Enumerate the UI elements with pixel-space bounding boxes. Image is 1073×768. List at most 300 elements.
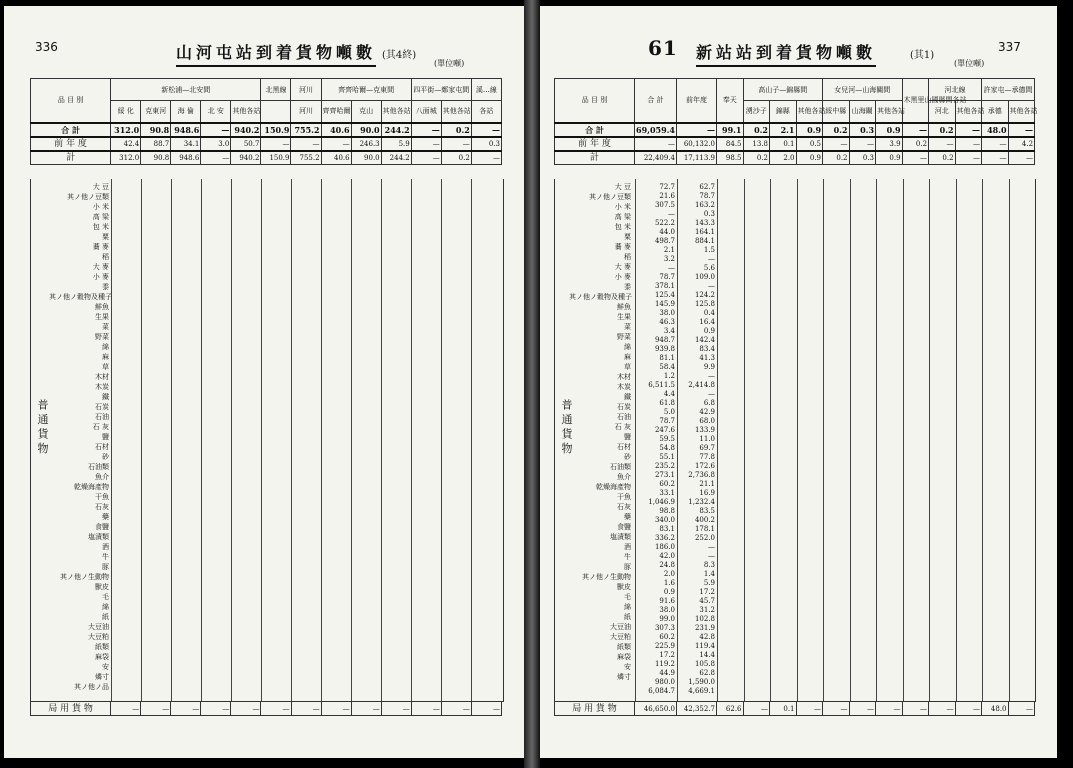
col-header: 八面城 (411, 101, 441, 123)
column-rule (411, 179, 412, 701)
table-cell: 46.3 (659, 318, 675, 326)
table-cell: 225.9 (654, 642, 675, 650)
col-header: 奉天 (717, 79, 744, 123)
table-cell: 143.3 (694, 219, 715, 227)
table-cell: 980.0 (654, 678, 675, 686)
list-item: 大 麥 (92, 263, 109, 271)
table-cell: 78.7 (659, 273, 675, 281)
list-item: 獸皮 (617, 583, 631, 591)
table-cell: 21.6 (659, 192, 675, 200)
list-item: 紙類 (617, 643, 631, 651)
column-rule (141, 179, 142, 701)
list-item: 安 (624, 663, 631, 671)
right-footer-row: 局 用 貨 物 46,650.0 42,352.7 62.6 — 0.1 — — — — — — — 48.0 — (554, 701, 1035, 716)
group-header: 女兒河—山海關間 (823, 79, 903, 101)
table-cell: 186.0 (654, 543, 675, 551)
col-header: 承德 (982, 101, 1009, 123)
column-rule (850, 179, 851, 701)
list-item: 木炭 (95, 383, 109, 391)
list-item: 紙 (624, 613, 631, 621)
table-cell: 1,046.9 (648, 498, 675, 506)
table-cell: 3.4 (663, 327, 675, 335)
list-item: 粟 (624, 233, 631, 241)
list-item: 木材 (95, 373, 109, 381)
table-cell: 105.8 (694, 660, 715, 668)
list-item: 牛 (102, 553, 109, 561)
table-cell: 61.8 (659, 399, 675, 407)
list-item: 燐寸 (95, 673, 109, 681)
col-header: 其他各站 (955, 101, 982, 123)
table-cell: 1.6 (663, 579, 675, 587)
list-item: 其ノ他ノ豆類 (67, 193, 109, 201)
table-cell: 273.1 (654, 471, 675, 479)
table-cell: — (708, 255, 715, 263)
table-cell: 38.0 (659, 606, 675, 614)
column-rule (982, 179, 983, 701)
table-cell: 83.4 (699, 345, 715, 353)
list-item: 石炭 (95, 403, 109, 411)
table-cell: — (708, 552, 715, 560)
list-item: 石油 (95, 413, 109, 421)
list-item: 鮮魚 (617, 303, 631, 311)
table-cell: 24.8 (659, 561, 675, 569)
table-cell: 252.0 (694, 534, 715, 542)
table-cell: 247.6 (654, 426, 675, 434)
table-cell: 21.1 (699, 480, 715, 488)
table-cell: 16.4 (699, 318, 715, 326)
list-item: 稻 (624, 253, 631, 261)
left-page-number: 336 (35, 40, 58, 54)
list-item: 石油 (617, 413, 631, 421)
list-item: 其ノ他ノ生動物 (60, 573, 109, 581)
table-row-prev-year: 前 年 度 42.4 88.7 34.1 3.0 50.7 — — — 246.3 5.9 — — 0.3 (31, 137, 502, 151)
list-item: 野菜 (95, 333, 109, 341)
table-cell: 133.9 (694, 426, 715, 434)
left-side-label: 普 通 貨 物 (36, 398, 49, 454)
col-header: 各站 (471, 101, 501, 123)
list-item: 藥 (102, 513, 109, 521)
list-item: 綿 (624, 343, 631, 351)
table-cell: 124.2 (694, 291, 715, 299)
list-item: 野菜 (617, 333, 631, 341)
table-cell: 62.8 (699, 669, 715, 677)
list-item: 黍 (624, 283, 631, 291)
list-item: 包 米 (92, 223, 109, 231)
table-cell: 307.3 (654, 624, 675, 632)
list-item: 其ノ他ノ生動物 (582, 573, 631, 581)
table-cell: 6,084.7 (648, 687, 675, 695)
list-item: 豚 (624, 563, 631, 571)
list-item: 塩漬類 (88, 533, 109, 541)
group-header: 木黑里山國縣間各站 (902, 79, 929, 123)
column-rule (635, 179, 636, 701)
table-cell: 6,511.5 (648, 381, 675, 389)
list-item: 砂 (624, 453, 631, 461)
table-cell: 939.8 (654, 345, 675, 353)
table-cell: 1.5 (703, 246, 715, 254)
list-item: 魚介 (95, 473, 109, 481)
table-cell: 41.3 (699, 354, 715, 362)
table-cell: 0.9 (703, 327, 715, 335)
table-cell: 884.1 (694, 237, 715, 245)
column-rule (1009, 179, 1010, 701)
column-rule (201, 179, 202, 701)
list-item: 石材 (95, 443, 109, 451)
list-item: 食鹽 (617, 523, 631, 531)
list-item: 酒 (102, 543, 109, 551)
column-rule (291, 179, 292, 701)
col-header: 湧沙子 (743, 101, 770, 123)
table-cell: 83.5 (699, 507, 715, 515)
list-item: 砂 (102, 453, 109, 461)
list-item: 其ノ他ノ豆類 (589, 193, 631, 201)
table-cell: 522.2 (654, 219, 675, 227)
left-page-title: 山河屯站到着貨物噸數 (176, 40, 376, 67)
table-cell: 1.2 (663, 372, 675, 380)
col-header: 北 安 (201, 101, 231, 123)
column-rule (903, 179, 904, 701)
table-row-subtotal: 計 312.0 90.8 948.6 — 940.2 150.9 755.2 40.6 90.0 244.2 — 0.2 — (31, 151, 502, 165)
col-header: 前年度 (677, 79, 717, 123)
table-cell: 68.0 (699, 417, 715, 425)
list-item: 黍 (102, 283, 109, 291)
table-cell: 42.9 (699, 408, 715, 416)
table-cell: 60.2 (659, 633, 675, 641)
table-row-prev-year: 前 年 度 — 60,132.0 84.5 13.8 0.1 0.5 — — 3.9 0.2 — — — 4.2 (555, 137, 1035, 151)
table-cell: — (668, 264, 675, 272)
column-rule (171, 179, 172, 701)
table-cell: 4.4 (663, 390, 675, 398)
table-cell: 0.3 (703, 210, 715, 218)
list-item: 粟 (102, 233, 109, 241)
table-cell: — (708, 372, 715, 380)
table-cell: 78.7 (699, 192, 715, 200)
col-header: 齊齊哈爾 (321, 101, 351, 123)
list-item: 大豆油 (88, 623, 109, 631)
group-header: 齊齊哈爾—克東間 (321, 79, 411, 101)
left-page-part: (其4終) (382, 50, 417, 61)
list-item: 安 (102, 663, 109, 671)
table-cell: 1,590.0 (688, 678, 715, 686)
table-cell: 378.1 (654, 282, 675, 290)
table-cell: 60.2 (659, 480, 675, 488)
list-item: 大豆油 (610, 623, 631, 631)
col-header: 其他各站 (1008, 101, 1035, 123)
table-cell: — (668, 210, 675, 218)
list-item: 大 豆 (614, 183, 631, 191)
table-cell: 142.4 (694, 336, 715, 344)
list-item: 鐵 (102, 393, 109, 401)
table-cell: 55.1 (659, 453, 675, 461)
list-item: 其ノ他ノ穀物及種子 (49, 293, 112, 301)
column-rule (381, 179, 382, 701)
right-page-number: 337 (998, 40, 1021, 54)
right-body-block (554, 179, 1036, 702)
group-header: 溪…線 (471, 79, 501, 101)
list-item: 包 米 (614, 223, 631, 231)
group-header: 四平街—鄭家屯間 (411, 79, 471, 101)
list-item: 乾燥海產物 (596, 483, 631, 491)
list-item: 石油類 (610, 463, 631, 471)
table-cell: 2.0 (663, 570, 675, 578)
list-item: 豚 (102, 563, 109, 571)
table-cell: 83.1 (659, 525, 675, 533)
list-item: 石材 (617, 443, 631, 451)
right-side-label: 普 通 貨 物 (560, 398, 573, 454)
list-item: 小 麥 (614, 273, 631, 281)
list-item: 生果 (617, 313, 631, 321)
column-rule (929, 179, 930, 701)
column-rule (111, 179, 112, 701)
list-item: 石油類 (88, 463, 109, 471)
list-item: 毛 (624, 593, 631, 601)
table-cell: 59.5 (659, 435, 675, 443)
list-item: 其ノ他ノ品 (74, 683, 109, 691)
col-header: 克山 (351, 101, 381, 123)
list-item: 酒 (624, 543, 631, 551)
list-item: 燐寸 (617, 673, 631, 681)
list-item: 麻袋 (95, 653, 109, 661)
table-cell: — (708, 543, 715, 551)
table-cell: 62.7 (699, 183, 715, 191)
table-cell: 77.8 (699, 453, 715, 461)
list-item: 菜 (102, 323, 109, 331)
list-item: 紙類 (95, 643, 109, 651)
table-cell: 231.9 (694, 624, 715, 632)
table-cell: 16.9 (699, 489, 715, 497)
table-row-total: 合 計 69,059.4 — 99.1 0.2 2.1 0.9 0.2 0.3 0.9 — 0.2 — 48.0 — (555, 123, 1035, 137)
table-row-subtotal: 計 22,409.4 17,113.9 98.5 0.2 2.0 0.9 0.2 0.3 0.9 — 0.2 — — — (555, 151, 1035, 165)
col-header: 綏中縣 (823, 101, 850, 123)
list-item: 石 灰 (614, 423, 631, 431)
list-item: 鮮魚 (95, 303, 109, 311)
col-header: 海 倫 (171, 101, 201, 123)
table-cell: 17.2 (659, 651, 675, 659)
group-header: 新松浦—北安間 (111, 79, 261, 101)
list-item: 小 米 (92, 203, 109, 211)
col-header: 河北 (929, 101, 956, 123)
col-header: 其他各站 (441, 101, 471, 123)
table-cell: 125.8 (694, 300, 715, 308)
col-header: 其他各站 (231, 101, 261, 123)
col-header: 北黑線 (261, 79, 291, 101)
list-item: 大豆粕 (610, 633, 631, 641)
col-header: 山海關 (849, 101, 876, 123)
list-item: 綿 (102, 603, 109, 611)
table-cell: 145.9 (654, 300, 675, 308)
table-cell: 498.7 (654, 237, 675, 245)
col-header-item: 品 目 別 (555, 79, 635, 123)
table-cell: 42.8 (699, 633, 715, 641)
table-cell: 44.0 (659, 228, 675, 236)
table-cell: 54.8 (659, 444, 675, 452)
right-page (540, 6, 1057, 758)
right-page-part: (其1) (910, 50, 935, 61)
col-header: 其他各站 (381, 101, 411, 123)
list-item: 石灰 (617, 503, 631, 511)
left-page-unit: (單位噸) (434, 59, 465, 68)
list-item: 鹽 (624, 433, 631, 441)
column-rule (677, 179, 678, 701)
list-item: 麻 (102, 353, 109, 361)
group-header: 河北線 (929, 79, 982, 101)
table-cell: 235.2 (654, 462, 675, 470)
right-section-number: 61 (648, 36, 678, 60)
table-cell: 58.4 (659, 363, 675, 371)
list-item: 綿 (102, 343, 109, 351)
table-cell: 72.7 (659, 183, 675, 191)
table-cell: 1.4 (703, 570, 715, 578)
table-cell: 0.4 (703, 309, 715, 317)
list-item: 稻 (102, 253, 109, 261)
table-cell: 31.2 (699, 606, 715, 614)
list-item: 木材 (617, 373, 631, 381)
list-item: 大 豆 (92, 183, 109, 191)
table-cell: 14.4 (699, 651, 715, 659)
table-cell: 98.8 (659, 507, 675, 515)
col-header (261, 101, 291, 123)
list-item: 石灰 (95, 503, 109, 511)
table-cell: 38.0 (659, 309, 675, 317)
table-cell: 119.4 (694, 642, 715, 650)
group-header: 高山子—錦縣間 (743, 79, 823, 101)
col-header: 其他各站 (796, 101, 823, 123)
column-rule (770, 179, 771, 701)
table-cell: 33.1 (659, 489, 675, 497)
table-cell: 11.0 (699, 435, 715, 443)
col-header: 合 計 (635, 79, 677, 123)
right-page-title: 新站站到着貨物噸數 (696, 40, 876, 67)
table-cell: 69.7 (699, 444, 715, 452)
column-rule (744, 179, 745, 701)
table-cell: 99.0 (659, 615, 675, 623)
col-header: 克東河 (141, 101, 171, 123)
table-cell: 172.6 (694, 462, 715, 470)
table-cell: 119.2 (654, 660, 675, 668)
table-cell: — (708, 390, 715, 398)
table-cell: 45.7 (699, 597, 715, 605)
group-header: 河川 (291, 79, 321, 101)
column-rule (231, 179, 232, 701)
list-item: 鹽 (102, 433, 109, 441)
table-cell: 9.9 (703, 363, 715, 371)
table-cell: 125.4 (654, 291, 675, 299)
list-item: 塩漬類 (610, 533, 631, 541)
table-cell: 81.1 (659, 354, 675, 362)
table-cell: 336.2 (654, 534, 675, 542)
column-rule (956, 179, 957, 701)
table-cell: 8.3 (703, 561, 715, 569)
right-freight-table (554, 78, 1038, 165)
table-cell: 109.0 (694, 273, 715, 281)
group-header: 許家屯—承德間 (982, 79, 1035, 101)
table-cell: 2,414.8 (688, 381, 715, 389)
list-item: 綿 (624, 603, 631, 611)
table-cell: 1,232.4 (688, 498, 715, 506)
col-header: 綏 化 (111, 101, 141, 123)
list-item: 草 (624, 363, 631, 371)
column-rule (321, 179, 322, 701)
table-cell: 78.7 (659, 417, 675, 425)
list-item: 毛 (102, 593, 109, 601)
column-rule (717, 179, 718, 701)
list-item: 乾燥海產物 (74, 483, 109, 491)
list-item: 木炭 (617, 383, 631, 391)
list-item: 紙 (102, 613, 109, 621)
left-footer-row: 局 用 貨 物 — — — — — — — — — — — — — (30, 701, 502, 716)
column-rule (471, 179, 472, 701)
table-cell: 340.0 (654, 516, 675, 524)
list-item: 石 灰 (92, 423, 109, 431)
list-item: 蕎 麥 (614, 243, 631, 251)
table-cell: 3.2 (663, 255, 675, 263)
col-header: 河川 (291, 101, 321, 123)
list-item: 菜 (624, 323, 631, 331)
table-cell: 5.9 (703, 579, 715, 587)
table-cell: 948.7 (654, 336, 675, 344)
table-cell: 42.0 (659, 552, 675, 560)
column-rule (823, 179, 824, 701)
list-item: 小 米 (614, 203, 631, 211)
list-item: 蕎 麥 (92, 243, 109, 251)
table-cell: 164.1 (694, 228, 715, 236)
column-rule (441, 179, 442, 701)
list-item: 草 (102, 363, 109, 371)
table-cell: 2.1 (663, 246, 675, 254)
table-cell: 0.9 (663, 588, 675, 596)
table-cell: 17.2 (699, 588, 715, 596)
table-cell: 91.6 (659, 597, 675, 605)
list-item: 高 梁 (92, 213, 109, 221)
list-item: 鐵 (624, 393, 631, 401)
table-row-total: 合 計 312.0 90.8 948.6 — 940.2 150.9 755.2 40.6 90.0 244.2 — 0.2 — (31, 123, 502, 137)
column-rule (351, 179, 352, 701)
col-header: 錦縣 (770, 101, 797, 123)
table-cell: 400.2 (694, 516, 715, 524)
list-item: 麻 (624, 353, 631, 361)
table-cell: 2,736.8 (688, 471, 715, 479)
table-cell: — (708, 282, 715, 290)
col-header-item: 品 目 別 (31, 79, 111, 123)
col-header: 其他各站 (876, 101, 903, 123)
list-item: 魚介 (617, 473, 631, 481)
column-rule (876, 179, 877, 701)
table-cell: 307.5 (654, 201, 675, 209)
column-rule (797, 179, 798, 701)
list-item: 大 麥 (614, 263, 631, 271)
column-rule (261, 179, 262, 701)
list-item: 生果 (95, 313, 109, 321)
book-gutter (524, 0, 540, 768)
left-freight-table (30, 78, 502, 165)
right-page-unit: (單位噸) (954, 59, 985, 68)
list-item: 麻袋 (617, 653, 631, 661)
list-item: 大豆粕 (88, 633, 109, 641)
table-cell: 102.8 (694, 615, 715, 623)
list-item: 干魚 (95, 493, 109, 501)
table-cell: 4,669.1 (688, 687, 715, 695)
list-item: 藥 (624, 513, 631, 521)
table-cell: 163.2 (694, 201, 715, 209)
list-item: 石炭 (617, 403, 631, 411)
list-item: 其ノ他ノ穀物及種子 (569, 293, 632, 301)
table-cell: 178.1 (694, 525, 715, 533)
list-item: 小 麥 (92, 273, 109, 281)
table-cell: 44.9 (659, 669, 675, 677)
list-item: 干魚 (617, 493, 631, 501)
table-cell: 5.6 (703, 264, 715, 272)
list-item: 獸皮 (95, 583, 109, 591)
